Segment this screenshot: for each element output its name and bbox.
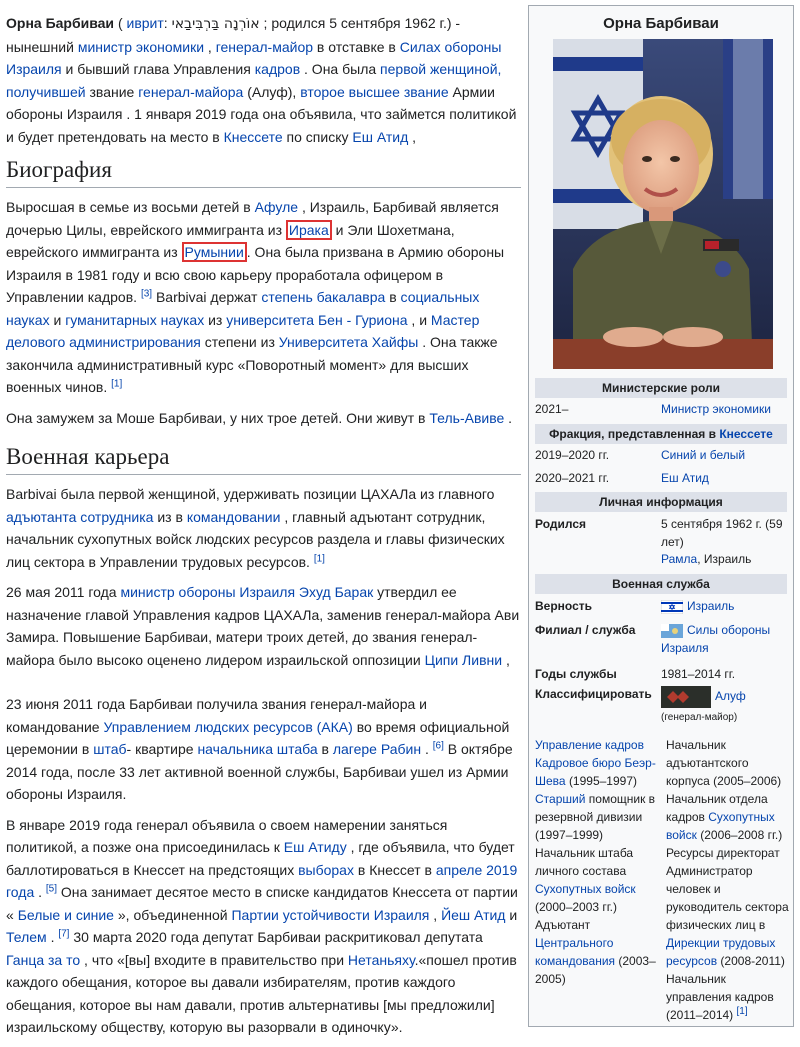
heading-military-career: Военная карьера bbox=[6, 443, 521, 475]
link-personnel-directorate[interactable]: Управление кадров bbox=[535, 738, 644, 752]
ref-1-ib[interactable]: [1] bbox=[736, 1006, 748, 1017]
link-yesh-atid[interactable]: Еш Атид bbox=[352, 128, 409, 145]
career-paragraph-4: В январе 2019 года генерал объявила о своем намерении заняться политикой, а позже она присоединилась к Еш Атиду , где объявила, что будет баллотироваться в Кнессет на предстоящих выборах в Кнессет в апреле 2019 года . [5] Она занимает десятое место в списке кандидатов Кнессета от партии « Белые и синие », объединенной Партии устойчивости Израиля , Йеш Атид и Телем . [7] 30 марта 2020 года депутат Барбиваи раскритиковал депутата Ганца за то , что «[вы] входите в правительство при Нетаньяху.«пошел против каждого обещания, которое вы давали избирателям, против каждого обещания, которое вы нам давали, против альтернативы [мы предложили] израильскому обществу, которую вы разорвали в одиночку». bbox=[6, 816, 518, 1035]
career-paragraph-3: 23 июня 2011 года Барбиваи получила звания генерал-майора и командование Управлением людских ресурсов (АКА) во время официальной церемонии в штаб- квартире начальника штаба в лагере Рабин . [6] В октябре 2014 года, после 33 лет активной военной службы, Барбиваи ушел из Армии обороны Израиля. bbox=[6, 696, 513, 802]
infobox-title: Орна Барбиваи bbox=[603, 15, 719, 32]
link-central-command[interactable]: Центрального командования bbox=[535, 936, 616, 968]
link-telem[interactable]: Телем bbox=[6, 929, 47, 945]
lead-paragraph: Орна Барбиваи ( иврит: אוֹרְנָה בַּרְבִּיבַאי ; родился 5 сентября 1962 г.) - нынешний министр экономики , генерал-майор в отставке в Силах обороны Израиля и бывший глава Управления кадров . Она была первой женщиной, получившей звание генерал-майора (Алуф), второе высшее звание Армии обороны Израиля . 1 января 2019 года она объявила, что займется политикой и будет претендовать на место в Кнессете по списку Еш Атид , bbox=[6, 15, 517, 145]
link-netanyahu[interactable]: Нетаньяху bbox=[347, 951, 415, 968]
ref-7[interactable]: [7] bbox=[58, 928, 70, 940]
link-hq[interactable]: штаб bbox=[93, 741, 127, 757]
link-tzipi-livni[interactable]: Ципи Ливни bbox=[424, 651, 503, 668]
commands-left-column: Управление кадров Кадровое бюро Беэр-Шева (1995–1997) Старший помощник в резервной дивизии (1997–1999) Начальник штаба личного состава Сухопутных войск (2000–2003 гг.) Адъютант Центрального командования (2003–2005) bbox=[535, 738, 656, 986]
link-humanities[interactable]: гуманитарных науках bbox=[65, 311, 205, 328]
link-manpower-directorate-ib[interactable]: Дирекции трудовых ресурсов bbox=[666, 936, 776, 968]
link-ground-forces-2[interactable]: Сухопутных войск bbox=[666, 810, 775, 842]
ref-1[interactable]: [1] bbox=[111, 378, 123, 390]
link-ehud-barak[interactable]: министр обороны Израиля Эхуд Барак bbox=[120, 584, 374, 600]
ref-6[interactable]: [6] bbox=[432, 740, 444, 752]
link-blue-white-ib[interactable]: Синий и белый bbox=[661, 448, 746, 462]
link-second-highest-rank[interactable]: второе высшее звание bbox=[300, 83, 449, 100]
link-knesset-ib[interactable]: Кнессете bbox=[719, 427, 773, 441]
bio-paragraph-2: Она замужем за Моше Барбиваи, у них трое детей. Они живут в Тель-Авиве . bbox=[6, 409, 513, 426]
link-idf-ib[interactable]: Силы обороны Израиля bbox=[661, 623, 771, 655]
section-faction: Фракция, представленная в Кнессете bbox=[535, 424, 787, 444]
link-afula[interactable]: Афуле bbox=[254, 199, 299, 215]
link-ramla[interactable]: Рамла bbox=[661, 552, 698, 566]
link-april-2019[interactable]: апреле 2019 года bbox=[6, 861, 518, 900]
link-social-sciences[interactable]: социальных науках bbox=[6, 289, 480, 328]
link-beersheba-bureau[interactable]: Кадровое бюро Беэр-Шева bbox=[535, 756, 656, 788]
link-yesh-atid-2[interactable]: Еш Атиду bbox=[283, 839, 347, 855]
link-personnel[interactable]: кадров bbox=[254, 61, 301, 77]
commands-right-column: Начальник адъютантского корпуса (2005–2006) Начальник отдела кадров Сухопутных войск (2006–2008 гг.) Ресурсы директорат Администратор человек и руководитель сектора физических лиц в Дирекции трудовых ресурсов (2008-2011) Начальник управления кадров (2011–2014) [1] bbox=[666, 738, 789, 1022]
link-gantz[interactable]: Ганца за то bbox=[6, 951, 81, 968]
link-mba[interactable]: Мастер делового администрирования bbox=[6, 311, 480, 350]
link-iraq[interactable]: Ирака bbox=[286, 220, 332, 240]
link-haifa-university[interactable]: Университета Хайфы bbox=[278, 334, 419, 350]
link-elections[interactable]: выборах bbox=[298, 861, 354, 878]
portrait-photo[interactable] bbox=[553, 39, 773, 369]
link-israel[interactable]: Израиль bbox=[687, 599, 735, 613]
link-idf[interactable]: Силах обороны Израиля bbox=[6, 38, 502, 77]
link-minister-economy-ib[interactable]: Министр экономики bbox=[661, 402, 771, 416]
link-major-general-2[interactable]: генерал-майора bbox=[138, 83, 244, 100]
career-paragraph-1: Barbivai была первой женщиной, удерживать позиции ЦАХАЛа из главного адъютанта сотрудника из в командовании , главный адъютант сотрудник, начальник сухопутных войск людских ресурсов раздела и главы физических лиц сектора в Управлении трудовых ресурсов. [1] bbox=[6, 486, 505, 570]
link-yesh-atid-3[interactable]: Йеш Атид bbox=[441, 906, 506, 923]
idf-flag-icon bbox=[661, 624, 683, 638]
rank-insignia-icon bbox=[661, 686, 711, 708]
israel-flag-icon bbox=[661, 600, 683, 614]
link-israel-resilience[interactable]: Партии устойчивости Израиля bbox=[231, 906, 430, 923]
link-camp-rabin[interactable]: лагере Рабин bbox=[332, 741, 422, 757]
link-ben-gurion-university[interactable]: университета Бен - Гуриона bbox=[226, 311, 408, 328]
link-senior[interactable]: Старший bbox=[535, 792, 586, 806]
link-first-woman[interactable]: первой женщиной, получившей bbox=[6, 61, 502, 100]
article-body bbox=[6, 12, 521, 1047]
section-personal: Личная информация bbox=[535, 492, 787, 512]
ref-3[interactable]: [3] bbox=[140, 288, 153, 300]
hebrew-name: אוֹרְנָה בַּרְבִּיבַאי bbox=[171, 16, 260, 32]
link-command[interactable]: командовании bbox=[186, 508, 281, 525]
heading-biography: Биография bbox=[6, 156, 521, 188]
link-aluf[interactable]: Алуф bbox=[715, 689, 746, 704]
link-yesh-atid-ib[interactable]: Еш Атид bbox=[661, 471, 709, 485]
link-manpower-directorate[interactable]: Управлением людских ресурсов (АКА) bbox=[103, 718, 353, 735]
subject-name: Орна Барбиваи bbox=[6, 15, 115, 31]
link-ground-forces[interactable]: Сухопутных войск bbox=[535, 882, 636, 896]
link-minister-economy[interactable]: министр экономики bbox=[77, 38, 205, 55]
ref-5[interactable]: [5] bbox=[45, 883, 58, 895]
link-tel-aviv[interactable]: Тель-Авиве bbox=[429, 409, 505, 426]
link-chief-of-staff[interactable]: начальника штаба bbox=[197, 741, 318, 757]
link-adjutant-officer[interactable]: адъютанта сотрудника bbox=[6, 508, 154, 525]
career-paragraph-2: 26 мая 2011 года министр обороны Израиля Эхуд Барак утвердил ее назначение главой Управления кадров ЦАХАЛа, заменив генерал-майора Ави Замира. Повышение Барбиваи, матери троих детей, до звания генерал-майора было высоко оценено лидером израильской оппозиции Ципи Ливни , bbox=[6, 584, 520, 668]
link-hebrew[interactable]: иврит bbox=[126, 15, 164, 31]
link-blue-and-white[interactable]: Белые и синие bbox=[17, 906, 114, 923]
link-knesset[interactable]: Кнессете bbox=[223, 128, 283, 145]
bio-paragraph-1: Выросшая в семье из восьми детей в Афуле , Израиль, Барбивай является дочерью Цилы, еврейского иммигранта из Ирака и Эли Шохетмана, еврейского иммигранта из Румынии . Она была призвана в Армию обороны Израиля в 1981 году и всю свою карьеру проработала офицером в Управлении кадров. [3] Barbivai держат степень бакалавра в социальных науках и гуманитарных науках из университета Бен - Гуриона , и Мастер делового администрирования степени из Университета Хайфы . Она также закончила административный курс «Поворотный момент» для высших военных чинов. [1] bbox=[6, 199, 505, 395]
section-military: Военная служба bbox=[535, 574, 787, 594]
section-ministerial-roles: Министерские роли bbox=[535, 378, 787, 398]
link-romania[interactable]: Румынии bbox=[182, 242, 247, 262]
link-major-general[interactable]: генерал-майор bbox=[215, 38, 314, 55]
link-bachelor[interactable]: степень бакалавра bbox=[261, 289, 386, 305]
ref-1b[interactable]: [1] bbox=[313, 552, 325, 564]
infobox: Орна Барбиваи Министерские роли 2021– Министр экономики Фракция, представленная в Кнессете 2019–2020 гг. Синий и белый 2020–2021 гг. Еш Атид Личная информация Родился 5 сентября 1962 г. (59 лет) Рамла, Израиль Военная служба Верность Израиль Филиал / служба Силы обороны Израиля Годы службы 1981–2014 гг. Классифицировать Алуф (генерал-майор) Управление кадров Кадровое бюро Беэр-Шева (1995–1997) Старший помощник в резервной дивизии (1997–1999) Начальник штаба личного состава Сухопутных войск (2000–2003 гг.) Адъютант Центрального командования (2003–2005) Начальник адъютантского корпуса (2005–2006) Начальник отдела кадров Сухопутных войск (2006–2008 гг.) Ресурсы директорат Администратор человек и руководитель сектора физических лиц в Дирекции трудовых ресурсов (2008-2011) Начальник управления кадров (2011–2014) [1] bbox=[528, 5, 794, 1027]
